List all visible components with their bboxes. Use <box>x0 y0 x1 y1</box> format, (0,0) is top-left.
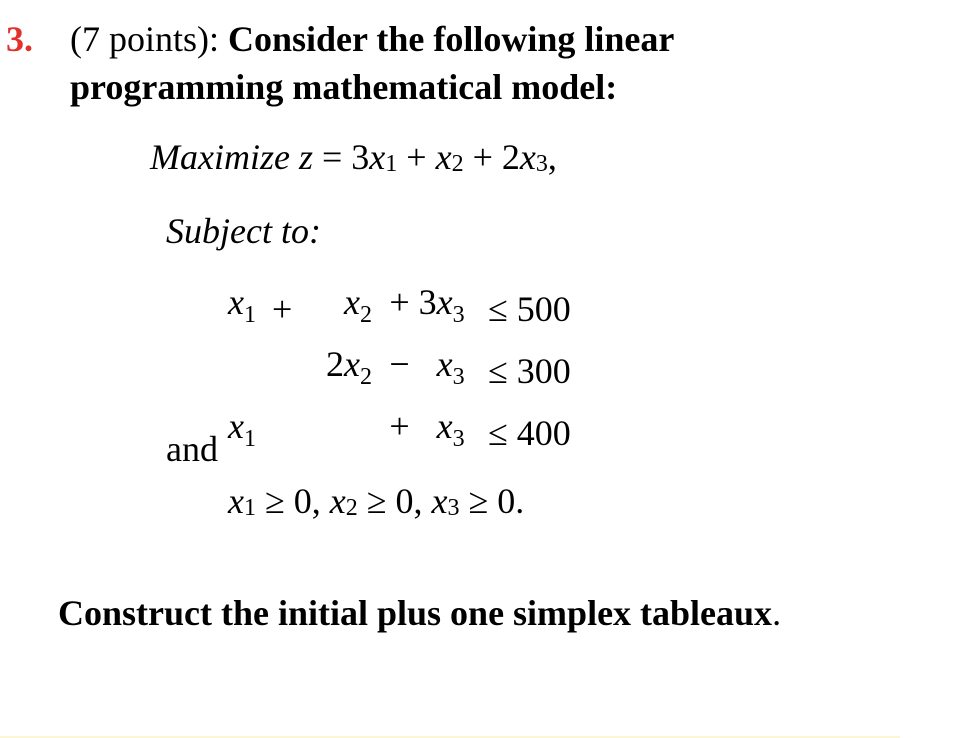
objective-prefix: Maximize <box>150 137 290 177</box>
constraint-row-1 <box>228 278 608 340</box>
constraint-row-3 <box>228 402 608 464</box>
term: $x_2$ <box>344 282 372 329</box>
term: $2x_2$ <box>326 344 372 391</box>
question-prompt-line-2: programming mathematical model: <box>70 67 618 107</box>
question-number: 3. <box>6 19 33 59</box>
constraint-rhs: ≤ 300 <box>488 350 571 391</box>
objective-function <box>150 136 557 178</box>
instruction-main: Construct the initial plus one simplex tableaux <box>58 593 773 633</box>
constraint-rhs: ≤ 500 <box>488 288 571 329</box>
question-prompt-line-1: Consider the following linear <box>228 19 675 59</box>
term: − $x_3$ <box>389 344 465 391</box>
constraints-table <box>228 278 608 465</box>
term: + $3x_3$ <box>389 282 465 329</box>
instruction-text <box>58 592 781 634</box>
term: $x_1$ <box>228 406 256 453</box>
term: $x_1$ <box>228 282 256 329</box>
constraint-rhs: ≤ 400 <box>488 412 571 453</box>
operator: + <box>272 288 293 329</box>
term: + $x_3$ <box>389 406 465 453</box>
question-points: (7 points): <box>70 19 219 59</box>
and-label: and <box>166 429 218 469</box>
nonnegativity-constraints: $x_1 \ge 0$, $x_2 \ge 0$, $x_3 \ge 0$. <box>228 481 525 521</box>
question-header-line-1 <box>70 18 674 60</box>
subject-to-label: Subject to: <box>166 211 321 251</box>
instruction-period: . <box>772 593 782 633</box>
constraint-row-2 <box>228 340 608 402</box>
objective-expression: $z = 3x_1 + x_2 + 2x_3$, <box>298 137 557 177</box>
